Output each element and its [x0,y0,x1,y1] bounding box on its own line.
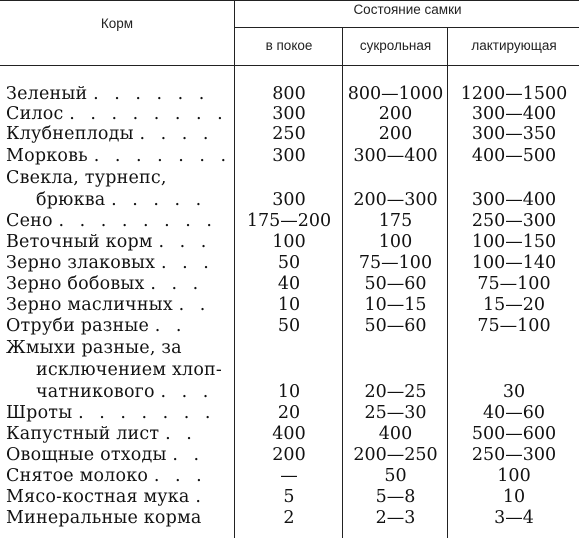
feed-name: Минеральные корма [6,508,202,528]
feed-name: Веточный корм . . . [6,232,212,252]
feed-name: Зерно масличных . . [6,295,211,315]
column-divider-2 [342,28,343,538]
value-lactating: 100—140 [471,253,557,273]
value-lactating: 100—150 [471,232,557,252]
feed-name: Отруби разные . . [6,316,187,336]
value-at-rest: 20 [277,403,301,423]
feed-name: Клубнеплоды . . . . [6,124,214,144]
value-pregnant: 200 [378,104,413,124]
value-pregnant: 50—60 [364,274,427,294]
value-pregnant: 75—100 [358,253,433,273]
feed-name: Морковь . . . . . . . [6,146,232,166]
feed-name-line: Жмыхи разные, за [6,338,182,358]
value-at-rest: 10 [277,382,301,402]
feed-column-header: Корм [100,16,134,31]
value-at-rest: 100 [272,232,306,252]
column-header-lactating: лактирующая [471,38,557,53]
value-at-rest: 300 [272,190,306,210]
column-header-at-rest: в покое [265,38,313,53]
column-divider-1 [234,0,235,538]
feed-name-line: исключением хлоп- [36,360,223,380]
value-pregnant: 800—1000 [347,84,444,104]
value-lactating: 300—400 [471,190,557,210]
value-pregnant: 200—300 [353,190,438,210]
value-lactating: 400—500 [471,146,557,166]
value-at-rest: 2 [283,508,295,528]
value-lactating: 250—300 [471,445,557,465]
feed-name: Зерно злаковых . . . [6,253,214,273]
feed-name: Снятое молоко . . . [6,466,207,486]
feed-name: Зерно бобовых . . . [6,274,204,294]
feed-name: Капустный лист . . [6,424,197,444]
female-state-header: Состояние самки [353,2,462,17]
value-pregnant: 10—15 [364,295,427,315]
value-lactating: 250—300 [471,211,557,231]
value-at-rest: 300 [272,104,306,124]
value-at-rest: 5 [283,487,295,507]
value-at-rest: 400 [272,424,306,444]
value-pregnant: 400 [378,424,413,444]
value-at-rest: 300 [272,146,306,166]
value-lactating: 1200—1500 [460,84,568,104]
value-lactating: 40—60 [482,403,546,423]
feed-name: Сено . . . . . . . . [6,211,217,231]
value-pregnant: 25—30 [364,403,427,423]
state-subheader-rule [235,27,579,28]
feed-name: Силос . . . . . . . . [6,104,228,124]
value-at-rest: 800 [272,84,306,104]
value-at-rest: 175—200 [246,211,332,231]
value-lactating: 75—100 [477,316,551,336]
value-lactating: 100 [497,466,531,486]
value-pregnant: 100 [378,232,413,252]
feed-name: Шроты . . . . . . . [6,403,216,423]
value-lactating: 300—400 [471,104,557,124]
feed-name: Зеленый . . . . . . [6,84,210,104]
value-at-rest: 50 [277,253,301,273]
value-pregnant: 175 [378,211,413,231]
feed-name-line: Свекла, турнепс, [6,168,167,188]
feed-name-line: чатникового . . . [36,382,214,402]
feed-name: Овощные отходы . . [6,445,205,465]
value-at-rest: 40 [277,274,301,294]
value-at-rest: 10 [277,295,301,315]
value-pregnant: 50 [384,466,407,486]
value-pregnant: 300—400 [353,146,438,166]
header-bottom-rule [0,65,579,66]
feed-name-line: брюква . . . . . [36,190,207,210]
value-lactating: 500—600 [471,424,557,444]
value-lactating: 75—100 [477,274,551,294]
value-lactating: 15—20 [482,295,546,315]
column-divider-3 [447,28,448,538]
column-header-pregnant: сукрольная [359,38,432,53]
value-at-rest: 200 [272,445,306,465]
value-pregnant: 5—8 [375,487,416,507]
header-top-rule [0,0,579,1]
feed-name: Мясо-костная мука . [6,487,206,507]
value-lactating: 300—350 [471,124,557,144]
value-pregnant: 200 [378,124,413,144]
value-lactating: 3—4 [494,508,534,528]
value-lactating: 30 [502,382,526,402]
value-at-rest: 250 [272,124,306,144]
value-pregnant: 200—250 [353,445,438,465]
value-pregnant: 50—60 [364,316,427,336]
value-pregnant: 20—25 [364,382,427,402]
value-at-rest: 50 [277,316,301,336]
value-pregnant: 2—3 [375,508,416,528]
value-at-rest: — [280,466,298,486]
value-lactating: 10 [502,487,526,507]
